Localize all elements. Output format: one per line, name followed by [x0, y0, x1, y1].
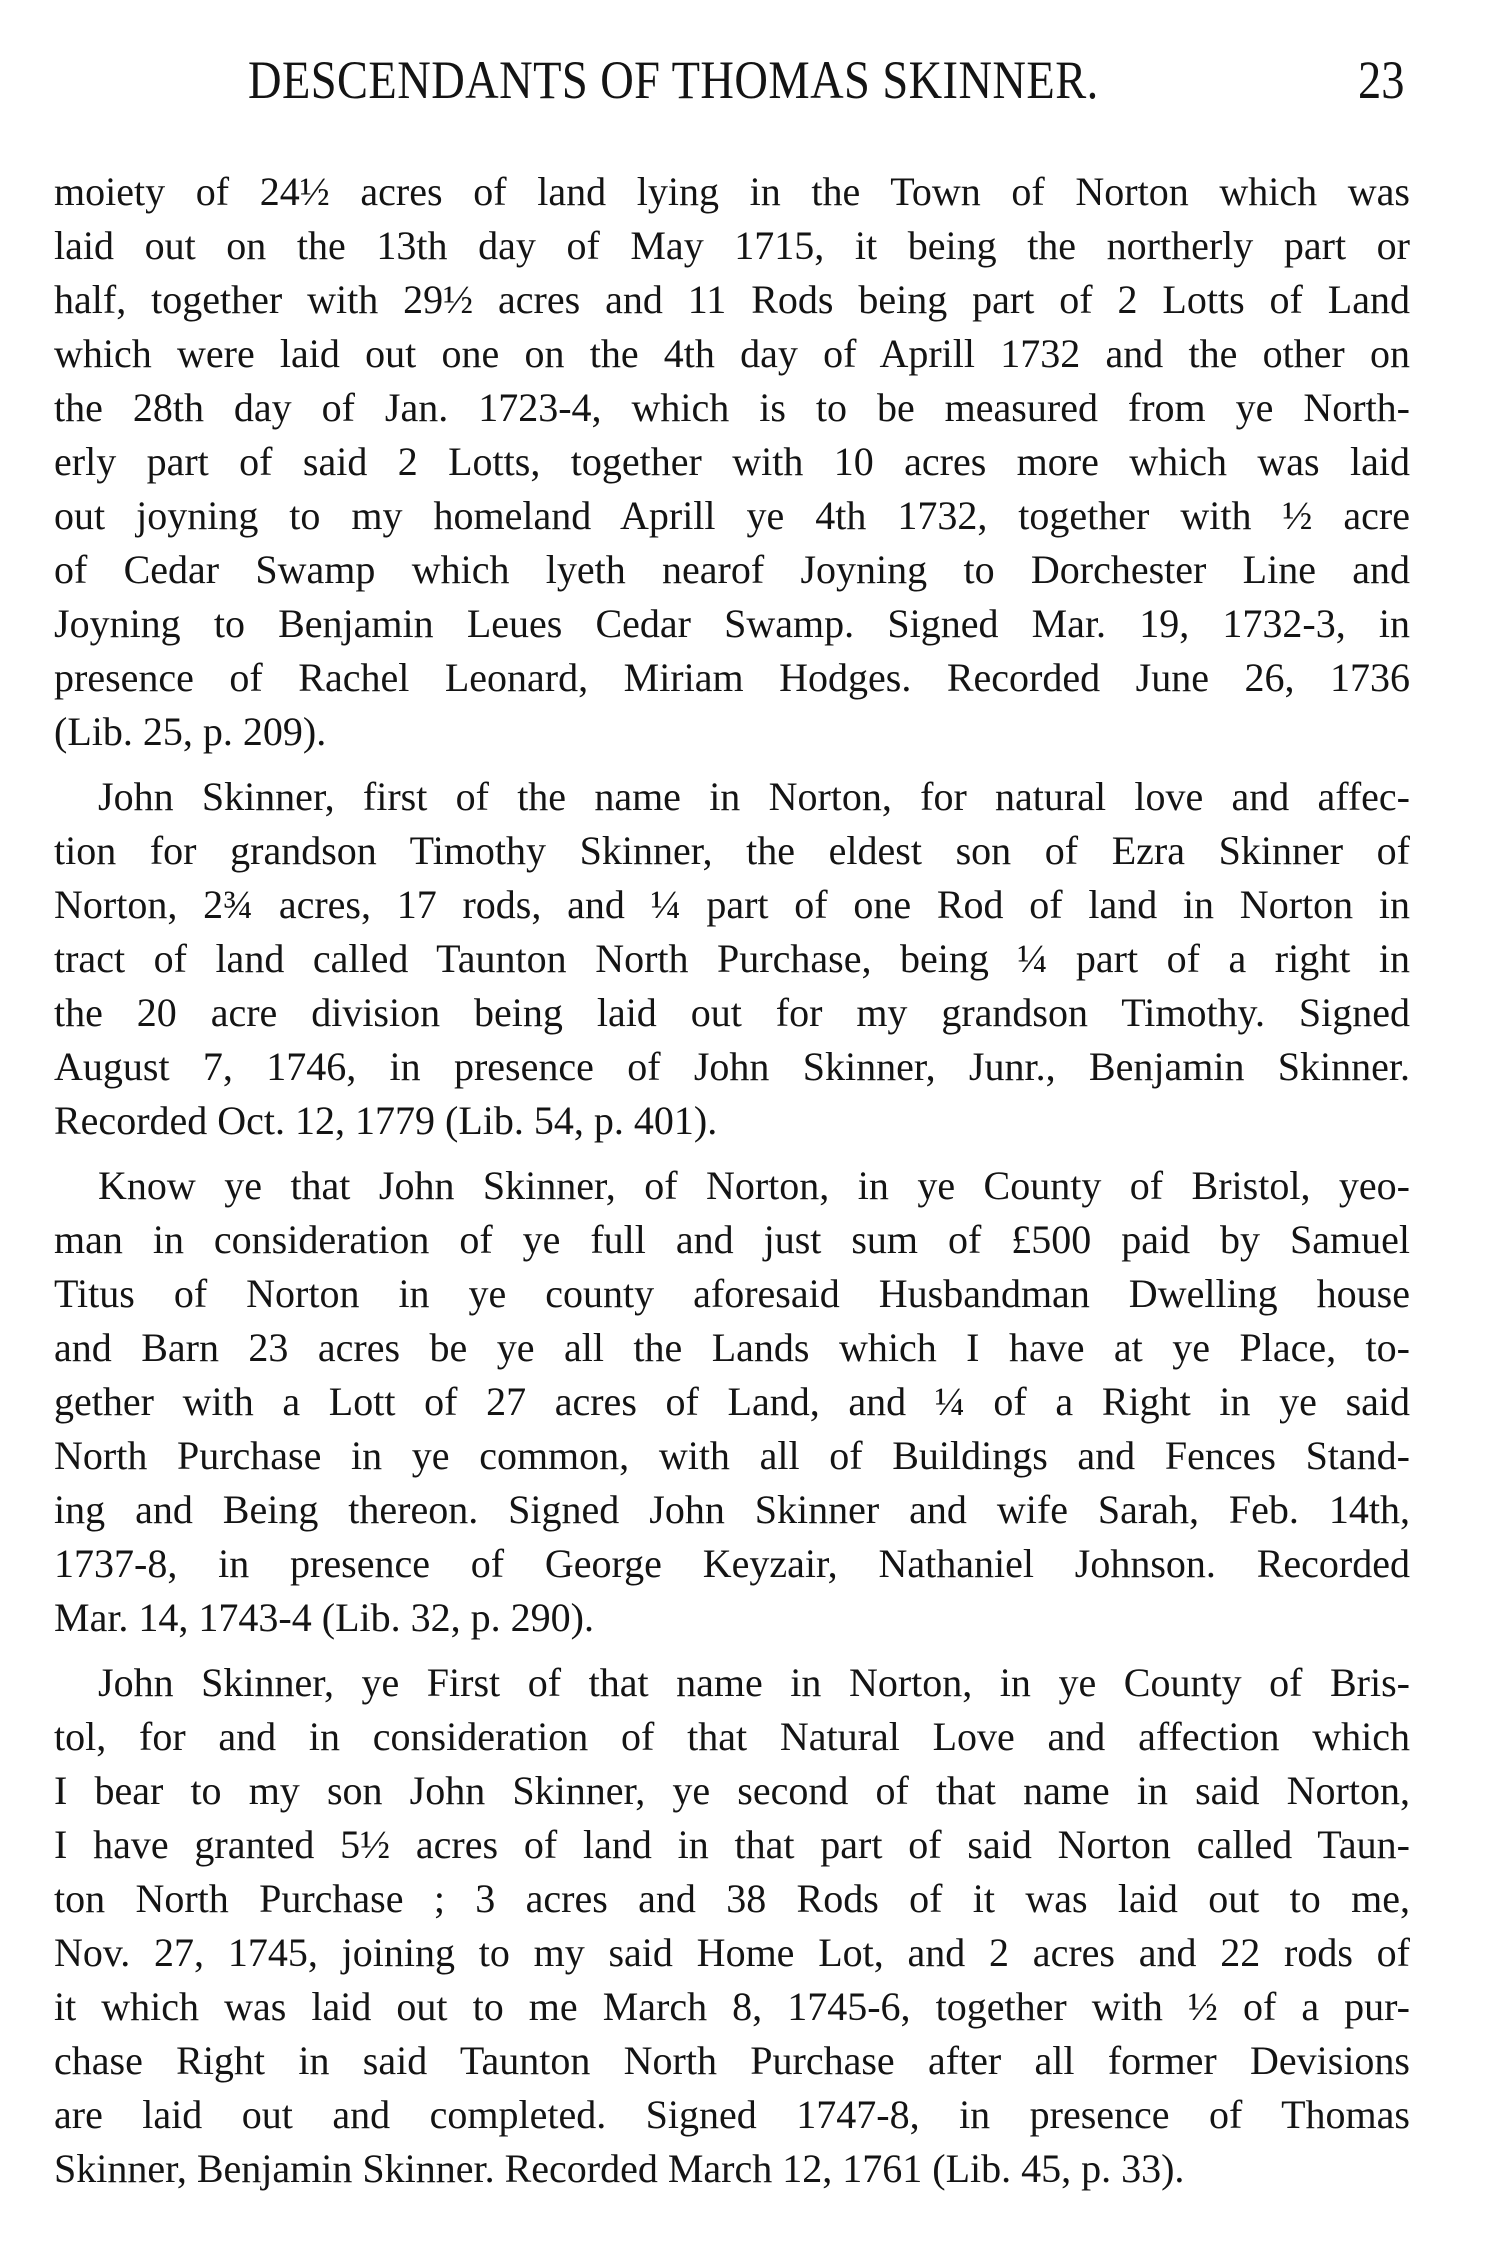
text-line: August 7, 1746, in presence of John Skinner, Junr., Benjamin Skinner.: [54, 1044, 1410, 1089]
text-line: half, together with 29½ acres and 11 Rods being part of 2 Lotts of Land: [54, 277, 1410, 322]
text-line: are laid out and completed. Signed 1747-8, in presence of Thomas: [54, 2092, 1410, 2137]
text-line: and Barn 23 acres be ye all the Lands which I have at ye Place, to-: [54, 1325, 1410, 1370]
text-line: North Purchase in ye common, with all of Buildings and Fences Stand-: [54, 1433, 1410, 1478]
text-line: tract of land called Taunton North Purchase, being ¼ part of a right in: [54, 936, 1410, 981]
text-line: the 20 acre division being laid out for my grandson Timothy. Signed: [54, 990, 1410, 1035]
text-line: the 28th day of Jan. 1723-4, which is to be measured from ye North-: [54, 385, 1410, 430]
page-number: 23: [1358, 50, 1405, 110]
text-line: ing and Being thereon. Signed John Skinner and wife Sarah, Feb. 14th,: [54, 1487, 1410, 1532]
paragraph-deed-continuation: [54, 165, 1410, 759]
text-line: tion for grandson Timothy Skinner, the eldest son of Ezra Skinner of: [54, 828, 1410, 873]
text-line: gether with a Lott of 27 acres of Land, and ¼ of a Right in ye said: [54, 1379, 1410, 1424]
text-line: Recorded Oct. 12, 1779 (Lib. 54, p. 401).: [54, 1098, 718, 1143]
text-line: I have granted 5½ acres of land in that part of said Norton called Taun-: [54, 1822, 1410, 1867]
text-line: of Cedar Swamp which lyeth nearof Joyning to Dorchester Line and: [54, 547, 1410, 592]
text-line: man in consideration of ye full and just sum of £500 paid by Samuel: [54, 1217, 1410, 1262]
text-line: tol, for and in consideration of that Natural Love and affection which: [54, 1714, 1410, 1759]
body-text: [54, 165, 1410, 2207]
text-line: Mar. 14, 1743-4 (Lib. 32, p. 290).: [54, 1595, 594, 1640]
text-line: Titus of Norton in ye county aforesaid Husbandman Dwelling house: [54, 1271, 1410, 1316]
text-line: ton North Purchase ; 3 acres and 38 Rods of it was laid out to me,: [54, 1876, 1410, 1921]
paragraph-son-john: [54, 1656, 1410, 2196]
text-line: Skinner, Benjamin Skinner. Recorded March 12, 1761 (Lib. 45, p. 33).: [54, 2146, 1185, 2191]
text-line: Know ye that John Skinner, of Norton, in ye County of Bristol, yeo-: [98, 1163, 1410, 1208]
running-title: DESCENDANTS OF THOMAS SKINNER.: [248, 50, 1099, 110]
text-line: presence of Rachel Leonard, Miriam Hodges. Recorded June 26, 1736: [54, 655, 1410, 700]
text-line: moiety of 24½ acres of land lying in the Town of Norton which was: [54, 169, 1410, 214]
page-header: [0, 50, 1499, 110]
text-line: chase Right in said Taunton North Purchase after all former Devisions: [54, 2038, 1410, 2083]
text-line: erly part of said 2 Lotts, together with 10 acres more which was laid: [54, 439, 1410, 484]
text-line: laid out on the 13th day of May 1715, it being the northerly part or: [54, 223, 1410, 268]
paragraph-samuel-titus: [54, 1159, 1410, 1645]
text-line: it which was laid out to me March 8, 1745-6, together with ½ of a pur-: [54, 1984, 1410, 2029]
text-line: Norton, 2¾ acres, 17 rods, and ¼ part of one Rod of land in Norton in: [54, 882, 1410, 927]
text-line: (Lib. 25, p. 209).: [54, 709, 327, 754]
text-line: I bear to my son John Skinner, ye second of that name in said Norton,: [54, 1768, 1410, 1813]
paragraph-grandson-timothy: [54, 770, 1410, 1148]
text-line: out joyning to my homeland Aprill ye 4th 1732, together with ½ acre: [54, 493, 1410, 538]
text-line: John Skinner, ye First of that name in Norton, in ye County of Bris-: [98, 1660, 1410, 1705]
text-line: John Skinner, first of the name in Norton, for natural love and affec-: [98, 774, 1410, 819]
text-line: Nov. 27, 1745, joining to my said Home Lot, and 2 acres and 22 rods of: [54, 1930, 1410, 1975]
text-line: 1737-8, in presence of George Keyzair, Nathaniel Johnson. Recorded: [54, 1541, 1410, 1586]
text-line: which were laid out one on the 4th day of Aprill 1732 and the other on: [54, 331, 1410, 376]
text-line: Joyning to Benjamin Leues Cedar Swamp. Signed Mar. 19, 1732-3, in: [54, 601, 1410, 646]
